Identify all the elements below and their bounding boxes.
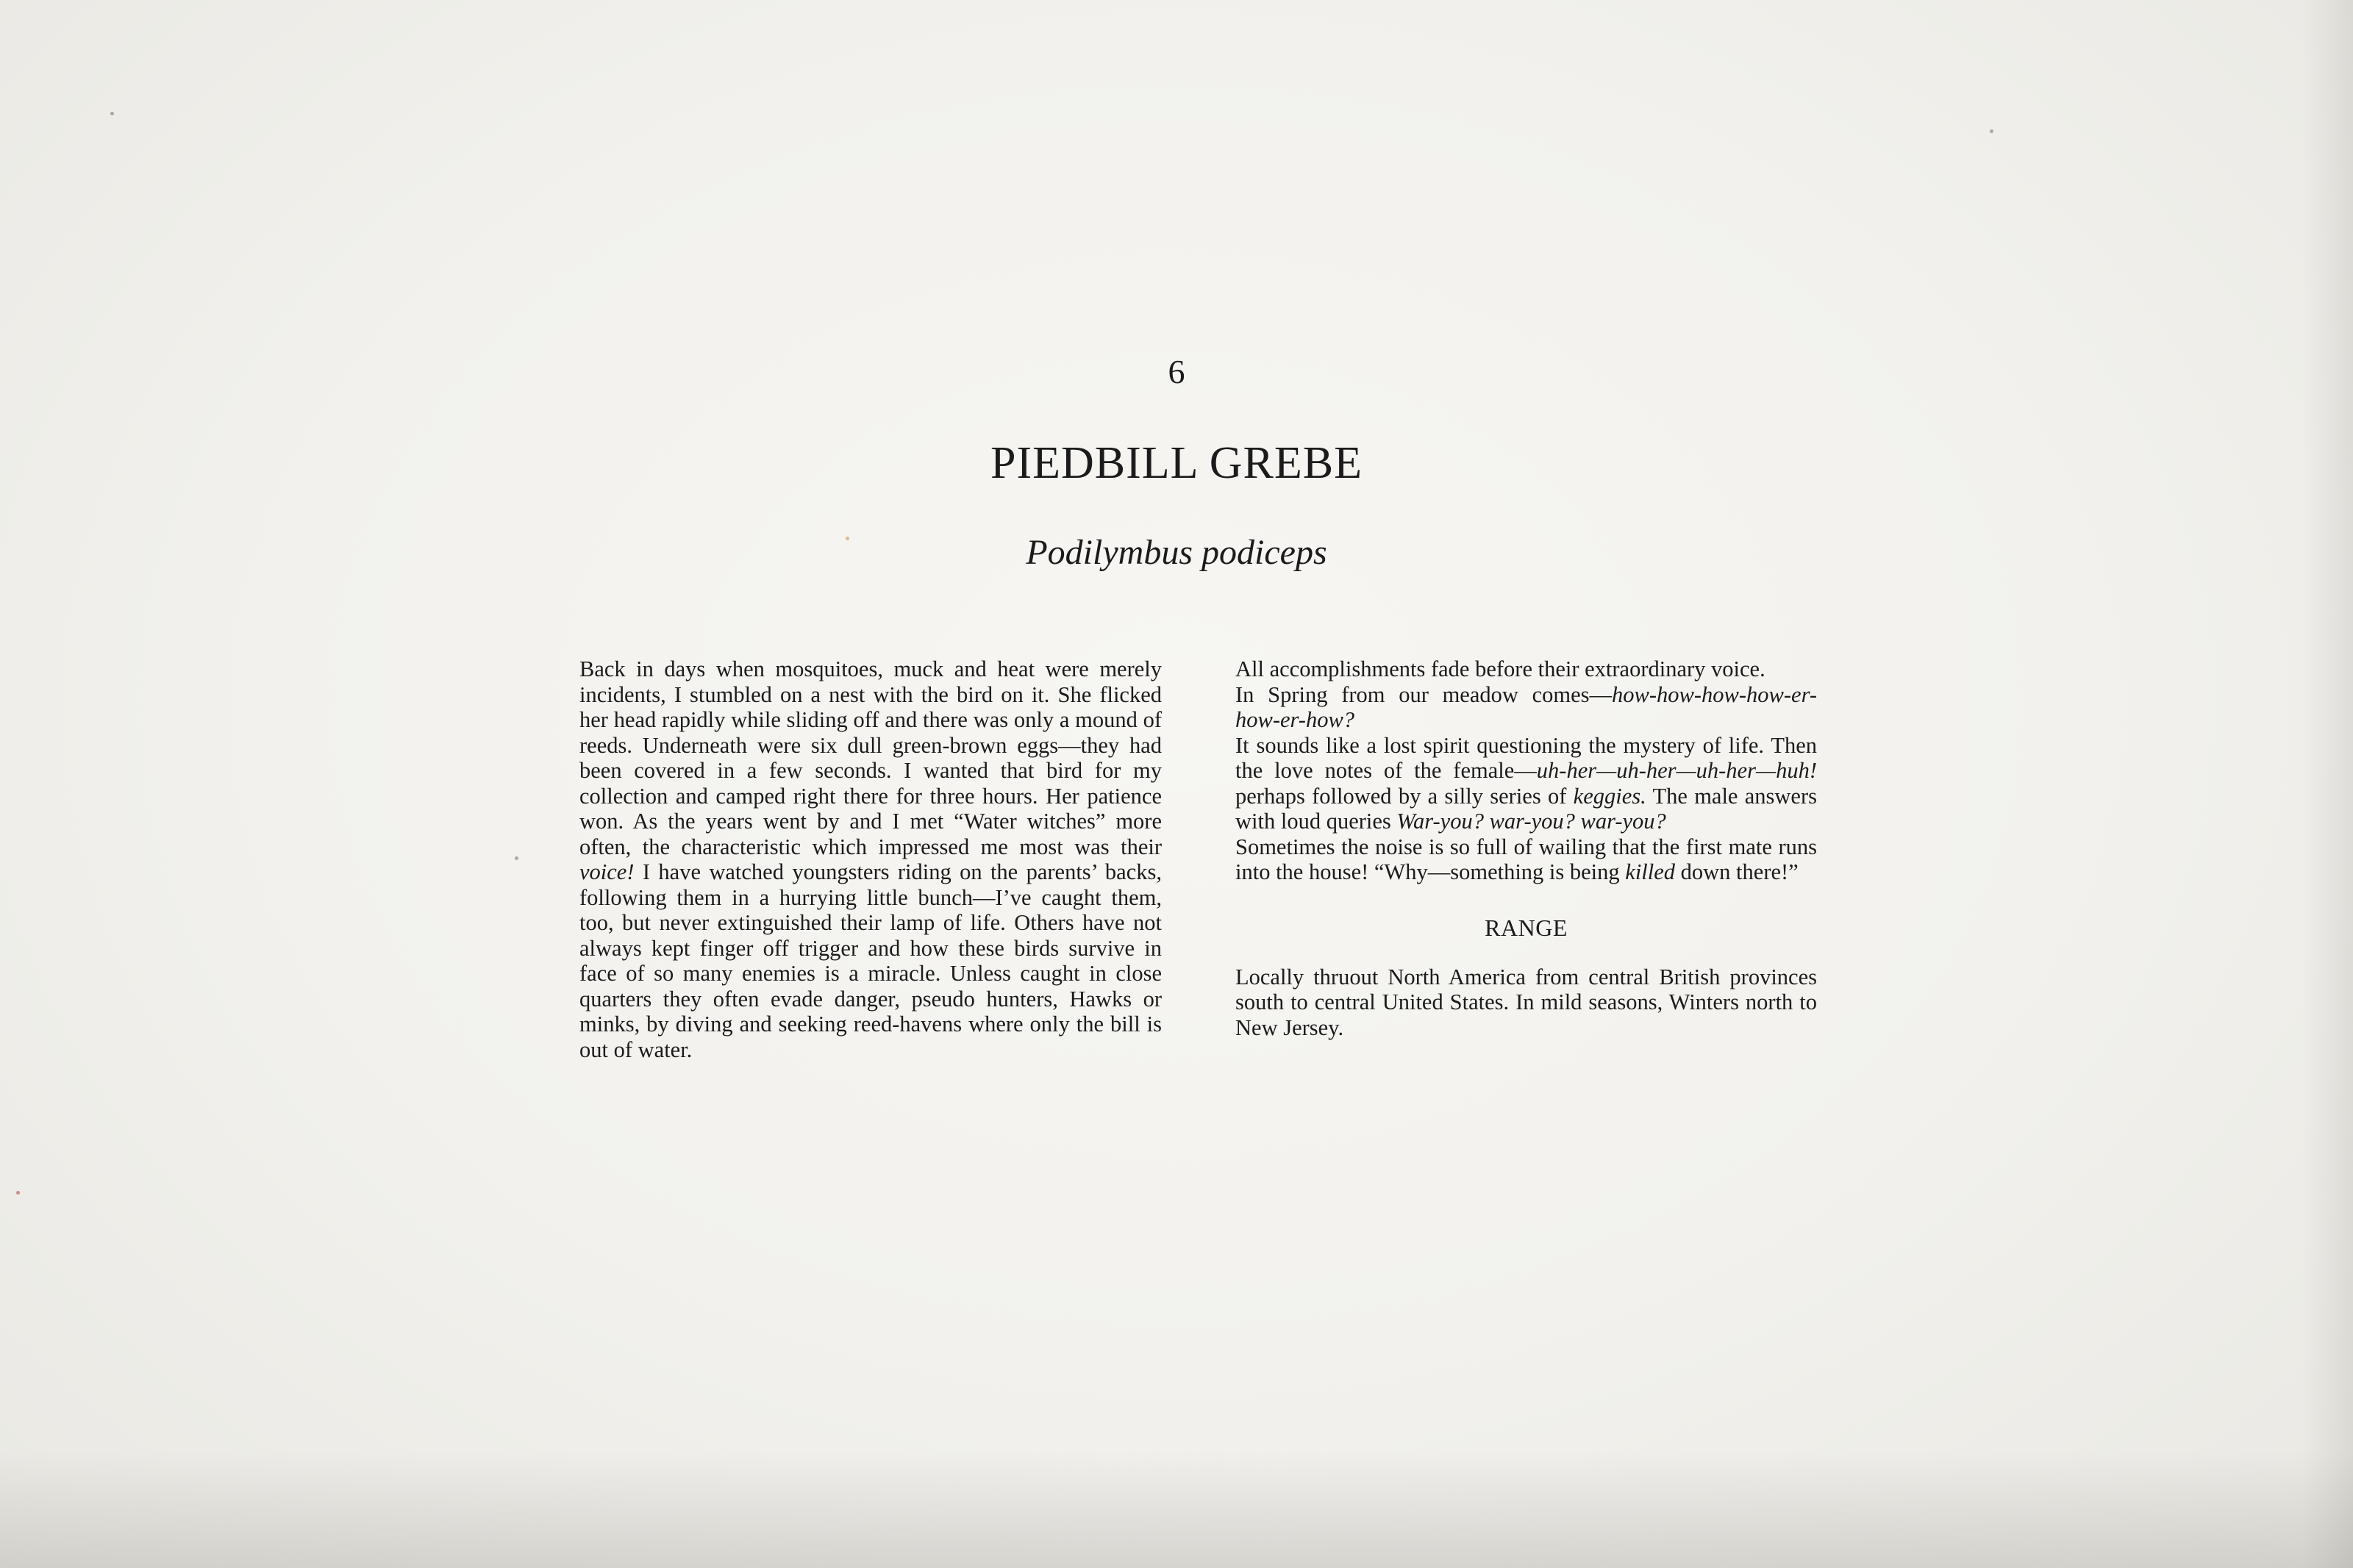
female-call-transcription: uh-her—uh-her—uh-her—huh!	[1536, 758, 1817, 783]
plate-number: 6	[1168, 353, 1185, 390]
narrative-paragraph	[579, 656, 1162, 1062]
page-title: PIEDBILL GREBE	[990, 438, 1363, 488]
right-text-column	[1235, 656, 1817, 1040]
narrative-text-part: Back in days when mosquitoes, muck and heat were merely incidents, I stumbled on a nest with the bird on it. She flicked her head rapidly while sliding off and there was only a mound of reeds. Underneath were six dull green-brown eggs—they had been covered in a few seconds. I wanted that bird for my collection and camped right there for three hours. Her patience won. As the years went by and I met “Water witches” more often, the characteristic which impressed me most was their	[579, 656, 1162, 859]
text-part: down there!”	[1680, 859, 1799, 884]
emphasis-killed: killed	[1625, 859, 1676, 884]
paper-speck	[16, 1191, 20, 1195]
left-text-column	[579, 656, 1162, 1062]
page-edge-shadow-right	[2302, 0, 2353, 1568]
paper-speck	[1990, 129, 1993, 133]
range-heading: RANGE	[1485, 914, 1568, 941]
love-notes-paragraph	[1235, 733, 1817, 834]
text-part: perhaps followed by a silly series of	[1235, 783, 1567, 809]
male-call-transcription: War-you? war-you? war-you?	[1396, 809, 1666, 834]
keggies-call-transcription: keggies.	[1573, 783, 1646, 809]
call-transcription: how-how-how-how-er-how-er-how?	[1235, 681, 1817, 732]
page-edge-shadow-bottom	[0, 1450, 2353, 1568]
paper-speck	[515, 856, 518, 860]
voice-paragraph: All accomplishments fade before their extraordinary voice.	[1235, 656, 1765, 681]
text-part: Sometimes the noise is so full of wailing that the first mate runs into the house! “Why—something is being	[1235, 834, 1817, 884]
scientific-name: Podilymbus podiceps	[1026, 533, 1327, 572]
text-part: It sounds like a lost spirit questioning the mystery of life. Then the love notes of the female—	[1235, 732, 1817, 783]
wailing-paragraph	[1235, 834, 1817, 885]
range-paragraph: Locally thruout North America from central British provinces south to central United States. In mild seasons, Winters north to New Jersey.	[1235, 964, 1817, 1040]
spring-call-paragraph	[1235, 682, 1817, 733]
text-part: In Spring from our meadow comes—	[1235, 681, 1613, 707]
text-part: The male answers with loud queries	[1235, 783, 1817, 834]
narrative-text-part: I have watched youngsters riding on the parents’ backs, following them in a hurrying little bunch—I’ve caught them, too, but never extinguished their lamp of life. Others have not always kept finger off trigger and how these birds survive in face of so many enemies is a miracle. Unless caught in close quarters they often evade danger, pseudo hunters, Hawks or minks, by diving and seeking reed-havens where only the bill is out of water.	[579, 859, 1163, 1062]
paper-speck	[110, 112, 114, 115]
emphasis-voice: voice!	[579, 859, 635, 884]
